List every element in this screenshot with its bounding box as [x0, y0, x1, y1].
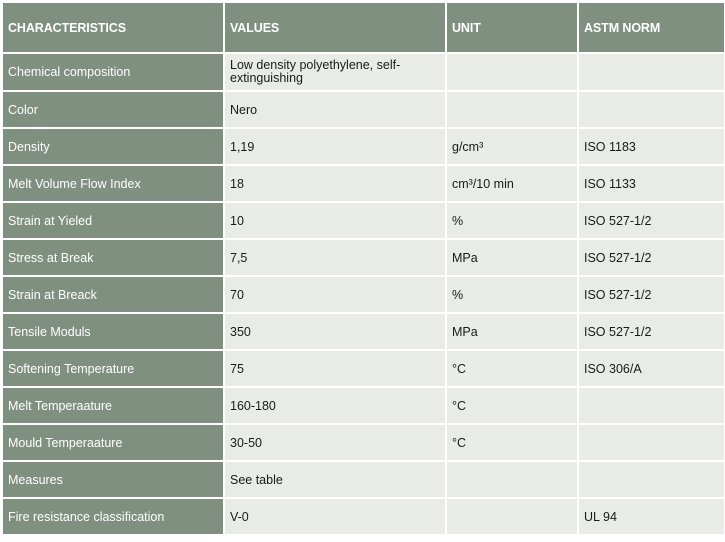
table-row — [2, 91, 725, 128]
table-row — [2, 387, 725, 424]
unit-cell — [446, 53, 578, 91]
norm-cell — [578, 424, 725, 461]
unit-cell: cm³/10 min — [446, 165, 578, 202]
unit-cell: g/cm³ — [446, 128, 578, 165]
table-row — [2, 53, 725, 91]
table-row — [2, 276, 725, 313]
characteristic-cell: Stress at Break — [2, 239, 224, 276]
unit-cell: °C — [446, 350, 578, 387]
table-row — [2, 128, 725, 165]
table-header-row — [2, 2, 725, 53]
value-cell: Nero — [224, 91, 446, 128]
value-cell: 350 — [224, 313, 446, 350]
characteristic-cell: Melt Volume Flow Index — [2, 165, 224, 202]
characteristic-cell: Color — [2, 91, 224, 128]
unit-cell: % — [446, 276, 578, 313]
characteristic-cell: Melt Temperaature — [2, 387, 224, 424]
norm-cell: UL 94 — [578, 498, 725, 535]
norm-cell — [578, 91, 725, 128]
unit-cell — [446, 461, 578, 498]
characteristic-cell: Softening Temperature — [2, 350, 224, 387]
value-cell: 75 — [224, 350, 446, 387]
unit-cell: °C — [446, 387, 578, 424]
norm-cell: ISO 527-1/2 — [578, 202, 725, 239]
characteristic-cell: Strain at Yieled — [2, 202, 224, 239]
norm-cell — [578, 387, 725, 424]
header-astm-norm: ASTM NORM — [578, 2, 725, 53]
table-row — [2, 202, 725, 239]
value-cell: 18 — [224, 165, 446, 202]
header-characteristics: CHARACTERISTICS — [2, 2, 224, 53]
unit-cell — [446, 91, 578, 128]
characteristic-cell: Strain at Breack — [2, 276, 224, 313]
unit-cell: MPa — [446, 239, 578, 276]
norm-cell: ISO 306/A — [578, 350, 725, 387]
value-cell: V-0 — [224, 498, 446, 535]
value-cell: 160-180 — [224, 387, 446, 424]
characteristic-cell: Fire resistance classification — [2, 498, 224, 535]
norm-cell: ISO 527-1/2 — [578, 239, 725, 276]
table-row — [2, 239, 725, 276]
header-values: VALUES — [224, 2, 446, 53]
table-row — [2, 165, 725, 202]
table-row — [2, 461, 725, 498]
norm-cell — [578, 53, 725, 91]
characteristic-cell: Chemical composition — [2, 53, 224, 91]
characteristic-cell: Measures — [2, 461, 224, 498]
value-cell: 1,19 — [224, 128, 446, 165]
table-row — [2, 313, 725, 350]
table-row — [2, 424, 725, 461]
unit-cell: % — [446, 202, 578, 239]
value-cell: Low density polyethylene, self-extinguishing — [224, 53, 446, 91]
unit-cell — [446, 498, 578, 535]
norm-cell: ISO 527-1/2 — [578, 313, 725, 350]
characteristic-cell: Tensile Moduls — [2, 313, 224, 350]
value-cell: 10 — [224, 202, 446, 239]
characteristic-cell: Mould Temperaature — [2, 424, 224, 461]
norm-cell — [578, 461, 725, 498]
norm-cell: ISO 527-1/2 — [578, 276, 725, 313]
value-cell: See table — [224, 461, 446, 498]
value-cell: 7,5 — [224, 239, 446, 276]
characteristics-table — [1, 1, 725, 536]
value-cell: 70 — [224, 276, 446, 313]
norm-cell: ISO 1133 — [578, 165, 725, 202]
header-unit: UNIT — [446, 2, 578, 53]
table-row — [2, 350, 725, 387]
unit-cell: MPa — [446, 313, 578, 350]
value-cell: 30-50 — [224, 424, 446, 461]
unit-cell: °C — [446, 424, 578, 461]
characteristic-cell: Density — [2, 128, 224, 165]
table-row — [2, 498, 725, 535]
norm-cell: ISO 1183 — [578, 128, 725, 165]
